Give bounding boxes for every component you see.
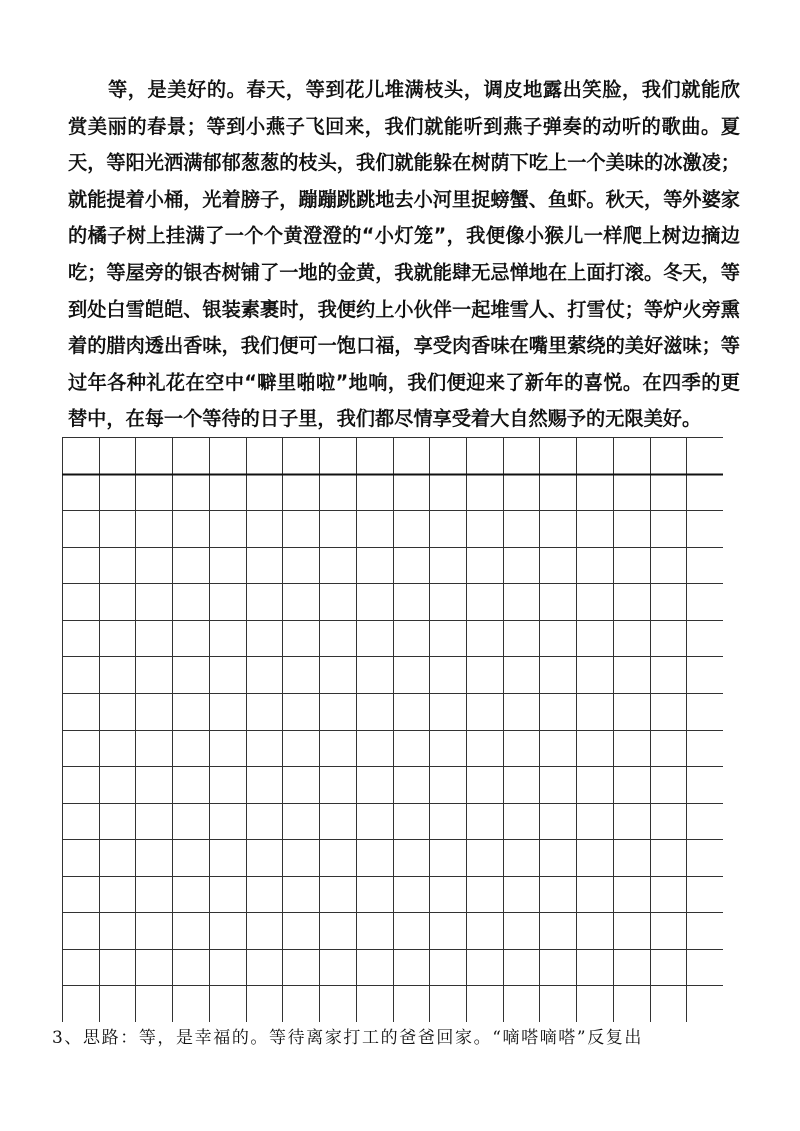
answer-hint-line: 3、思路：等，是幸福的。等待离家打工的爸爸回家。“嘀嗒嘀嗒”反复出 xyxy=(52,1028,643,1048)
writing-grid xyxy=(62,437,723,1022)
grid-lines xyxy=(62,437,723,1022)
sample-essay-paragraph: 等，是美好的。春天，等到花儿堆满枝头，调皮地露出笑脸，我们就能欣赏美丽的春景；等到小燕子飞回来，我们就能听到燕子弹奏的动听的歌曲。夏天，等阳光洒满郁郁葱葱的枝头，我们就能躲在树荫下吃上一个美味的冰激凌；就能提着小桶，光着膀子，蹦蹦跳跳地去小河里捉螃蟹、鱼虾。秋天，等外婆家的橘子树上挂满了一个个黄澄澄的“小灯笼”，我便像小猴儿一样爬上树边摘边吃；等屋旁的银杏树铺了一地的金黄，我就能肆无忌惮地在上面打滚。冬天，等到处白雪皑皑、银装素裹时，我便约上小伙伴一起堆雪人、打雪仗；等炉火旁熏着的腊肉透出香味，我们便可一饱口福，享受肉香味在嘴里萦绕的美好滋味；等过年各种礼花在空中“噼里啪啦”地响，我们便迎来了新年的喜悦。在四季的更替中，在每一个等待的日子里，我们都尽情享受着大自然赐予的无限美好。 xyxy=(68,78,740,431)
